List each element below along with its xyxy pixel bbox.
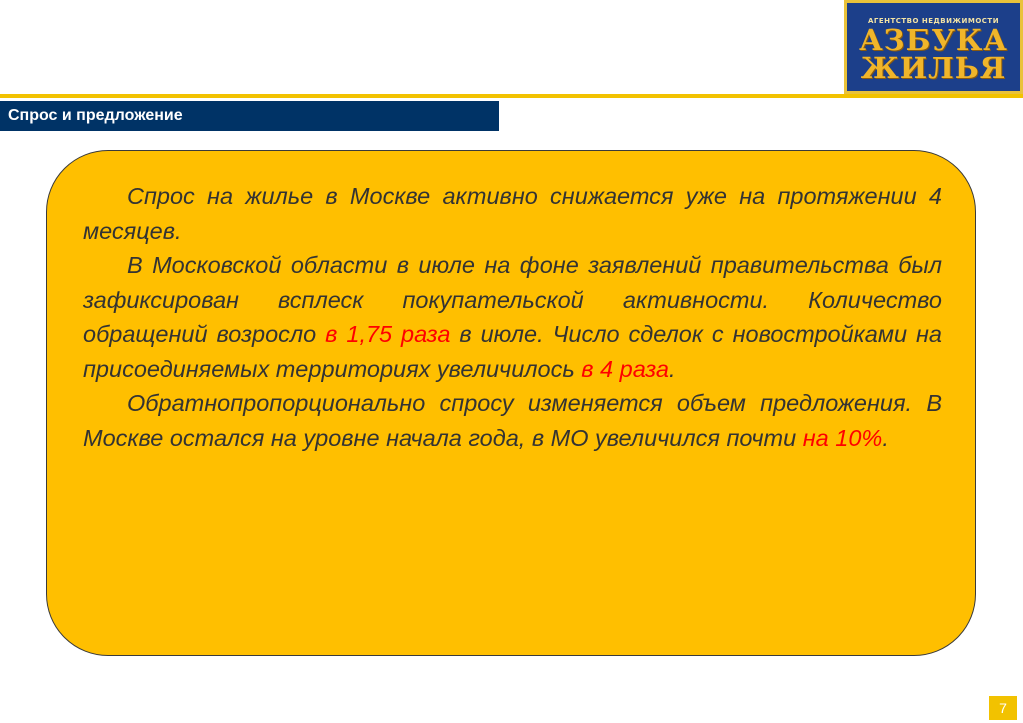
content-card: [46, 150, 976, 656]
highlight-supply-10pct: на 10%: [802, 424, 883, 451]
paragraph-text: .: [669, 355, 676, 382]
highlight-increase-1-75: в 1,75 раза: [325, 321, 451, 347]
page-number: 7: [989, 696, 1017, 720]
logo-tagline: АГЕНТСТВО НЕДВИЖИМОСТИ: [867, 17, 1000, 25]
paragraph-text: Обратнопропорционально спросу изменяется объем предложения. В Москве остался на уровне начала года, в МО увеличился почти: [83, 390, 942, 451]
company-logo: [844, 0, 1023, 94]
paragraph-text: В Московской области в июле на фоне заявлений правительства был зафиксирован всплеск покупательской активности. Количество обращений возросло: [83, 252, 942, 347]
highlight-increase-4x: в 4 раза: [581, 355, 669, 382]
section-header-bar: [0, 101, 499, 131]
paragraph-supply: [83, 386, 942, 455]
paragraph-text: Спрос на жилье в Москве активно снижается уже на протяжении 4 месяцев.: [83, 183, 942, 244]
card-body: [83, 179, 942, 455]
paragraph-text: в июле. Число сделок с новостройками на присоединяемых территориях увеличилось: [83, 321, 942, 382]
logo-wordmark-line2: ЖИЛЬЯ: [860, 51, 1007, 85]
top-accent-rule: [0, 94, 1023, 98]
logo-wordmark-line1: АЗБУКА: [859, 23, 1008, 57]
paragraph-moscow-region: [83, 248, 942, 386]
paragraph-text: .: [882, 424, 889, 451]
paragraph-moscow-demand: [83, 179, 942, 248]
section-title: Спрос и предложение: [8, 107, 183, 124]
